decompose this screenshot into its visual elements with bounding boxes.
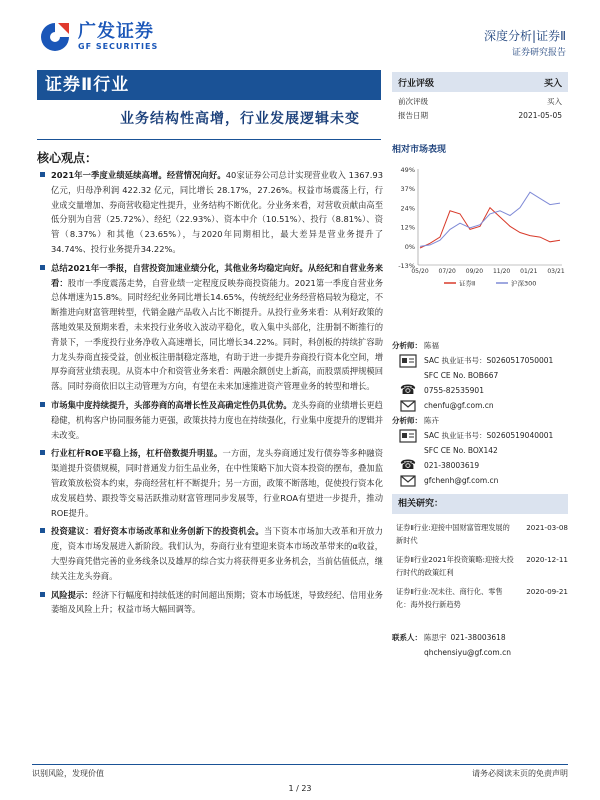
y-tick-label: 12% (400, 223, 415, 232)
analyst-block (392, 338, 568, 488)
analyst-email[interactable]: chenfu@gf.com.cn (424, 401, 494, 410)
analyst-1-email-row (392, 398, 568, 413)
related-title: 证券Ⅱ行业2021年投资策略:迎接大投行时代的政策红利 (396, 555, 514, 577)
market-title: 相对市场表现 (392, 145, 447, 155)
analyst-2-email-row (392, 473, 568, 488)
id-card-icon (399, 354, 417, 368)
bullet-bold: 风险提示： (51, 589, 93, 600)
bullet-item (37, 524, 383, 583)
series-line-2 (420, 192, 560, 246)
analyst-sac: SAC 执业证书号：S0260517050001 (424, 356, 554, 365)
x-tick-label: 03/21 (547, 268, 565, 275)
analyst-sac: SAC 执业证书号：S0260519040001 (424, 431, 554, 440)
analyst-name: 陈福 (424, 341, 439, 350)
x-tick-label: 09/20 (465, 268, 484, 275)
bullet-item (37, 261, 383, 394)
legend-label: 沪深300 (511, 279, 537, 288)
x-tick-label: 11/20 (492, 268, 511, 275)
x-tick-label: 07/20 (438, 268, 456, 275)
related-title: 证券Ⅱ行业:迎接中国财富管理发展的新时代 (396, 523, 510, 545)
gf-logo-icon (38, 20, 72, 54)
related-date: 2020-12-11 (526, 555, 568, 564)
bullet-bold: 行业杠杆ROE平稳上扬，杠杆倍数提升明显。 (51, 448, 223, 459)
bullet-bold: 2021年一季度业绩延续高增。经营情况向好。 (51, 170, 226, 180)
report-date-row (392, 109, 568, 123)
rating-head (392, 72, 568, 92)
rating-head-value: 买入 (543, 78, 562, 89)
analyst-2-sac-row (392, 428, 568, 443)
related-date: 2020-09-21 (526, 587, 568, 596)
bullet-text: 股市一季度震荡走势，自营业绩一定程度反映券商投资能力。2021第一季度自营业务总体增速为15.8%。同时经纪业务同比增长14.65%，传统经纪业务经营格局较为稳定，不断推进向财富管理转型，代销金融产品收入占比不断提升。从投行业务来看：从利好政策的落地效果及预期来看，未来投行业务收入波动平稳化，收入集中头部化，注册制不断推行的背景下，一季度投行业务净收入高速增长，同比增长34.22%。同时，科创板的持续扩容助力龙头券商直接受益，创业板注册制稳定落地，有助于进一步提升券商投行资本化空间，增厚券商营业绩表现。从资本中介和资管业务来看：两融余额创史上新高，而股票质押规模回落。同时券商依旧以主动管理为方向，有望在未来加速推进资产管理业务的转型和增长。 (51, 277, 383, 392)
contact-block (392, 630, 568, 660)
y-tick-label: 49% (400, 166, 415, 174)
industry-name: 证券Ⅱ行业 (45, 75, 130, 95)
related-item[interactable] (392, 518, 568, 550)
analyst-phone: 021-38003619 (424, 461, 480, 470)
contact-phone: 021-38003618 (450, 633, 506, 642)
related-item[interactable] (392, 582, 568, 614)
bullet-bold: 市场集中度持续提升，头部券商的高增长性及高确定性仍具优势。 (51, 399, 292, 410)
analyst-1-phone-row (392, 383, 568, 398)
analyst-2-name-row (392, 413, 568, 428)
analyst-sfc: SFC CE No. BOX142 (424, 446, 498, 455)
rating-box (392, 72, 568, 123)
footer-disclaimer: 请务必阅读末页的免责声明 (472, 769, 568, 778)
related-title: 证券Ⅱ行业:况未往、商行化、零售化：海外投行新趋势 (396, 587, 503, 609)
analyst-email[interactable]: gfchenh@gf.com.cn (424, 476, 499, 485)
report-sub: 证券研究报告 (511, 48, 566, 58)
legend-label: 证券Ⅱ (459, 279, 476, 288)
email-icon (400, 475, 416, 487)
analyst-1-sfc-row (392, 368, 568, 383)
analyst-sfc: SFC CE No. BOB667 (424, 371, 499, 380)
x-tick-label: 05/20 (411, 268, 429, 275)
id-card-icon (399, 429, 417, 443)
analyst-phone: 0755-82535901 (424, 386, 484, 395)
industry-banner (37, 70, 381, 100)
core-view-title: 核心观点： (37, 151, 98, 165)
contact-email-row (392, 645, 568, 660)
y-tick-label: -13% (398, 262, 415, 270)
bullet-item (37, 446, 383, 520)
logo-en-text: GF SECURITIES (78, 42, 159, 51)
phone-icon: ☎ (399, 383, 417, 398)
report-type: 深度分析|证券Ⅱ (484, 29, 566, 43)
analyst-name: 陈卉 (424, 416, 439, 425)
related-research (392, 494, 568, 614)
bullet-bold: 总结2021年一季报，自营投资加速业绩分化，其他业务均稳定向好。从经纪和自营业务来看： (51, 262, 383, 288)
rating-head-label: 行业评级 (398, 78, 435, 89)
footer-divider (32, 764, 568, 765)
y-tick-label: 24% (400, 204, 415, 213)
email-icon (400, 400, 416, 412)
analyst-2-sfc-row (392, 443, 568, 458)
bullet-text: 当下资本市场加大改革和开放力度，资本市场发展进入新阶段。我们认为，券商行业有望迎来资本市场改革带来的α收益，大型券商凭借完善的业务线条以及雄厚的综合实力将获得更多业务机会，当前估值低点，继续关注龙头券商。 (51, 526, 383, 581)
related-head: 相关研究： (392, 494, 568, 514)
contact-email[interactable]: qhchensiyu@gf.com.cn (424, 648, 511, 657)
contact-name-row (392, 630, 568, 645)
bullet-text: 经济下行幅度和持续低迷的时间超出预期；资本市场低迷，导致经纪、信用业务萎缩及风险上升；权益市场大幅回调等。 (51, 589, 383, 615)
logo-cn-text: 广发证券 (78, 21, 154, 42)
bullet-text: 一方面，龙头券商通过发行债券等多种融资渠道提升资债规模，同时普通发力衍生品业务，在中性策略下加大资本投资的摆布，叠加监管政策放松资本约束，券商经营杠杆不断提升；另一方面，政策不断落地，促使投行资本化成发展趋势、跟投等交易活跃推动财富管理同步发展等，行业ROA有望进一步提升，推动ROE提升。 (51, 448, 383, 518)
contact-label: 联系人： (392, 633, 422, 642)
bullet-bold: 投资建议：看好资本市场改革和业务创新下的投资机会。 (51, 526, 264, 537)
y-tick-label: 37% (400, 185, 415, 194)
title-divider (37, 139, 381, 140)
relative-performance-chart (392, 161, 568, 291)
analyst-label: 分析师： (392, 416, 422, 425)
contact-name: 陈思宇 (424, 633, 447, 642)
gf-logo (38, 20, 158, 54)
chart-svg (392, 161, 568, 291)
bullet-text: 龙头券商的业绩增长更趋稳健，机构客户协同服务能力更强，政策扶持力度也在持续强化，行业集中度提升的逻辑并未改变。 (51, 399, 383, 440)
related-item[interactable] (392, 550, 568, 582)
analyst-1-name-row (392, 338, 568, 353)
related-date: 2021-03-08 (526, 523, 568, 532)
x-tick-label: 01/21 (520, 268, 538, 275)
bullet-item (37, 588, 383, 618)
prev-rating-value: 买入 (547, 97, 562, 106)
prev-rating-row (392, 95, 568, 109)
footer-slogan: 识别风险，发现价值 (32, 769, 104, 778)
page-number: 1 / 23 (288, 784, 312, 793)
report-date-value: 2021-05-05 (518, 111, 562, 120)
report-title: 业务结构性高增，行业发展逻辑未变 (120, 111, 360, 127)
phone-icon: ☎ (399, 458, 417, 473)
analyst-label: 分析师： (392, 341, 422, 350)
report-date-label: 报告日期 (398, 111, 428, 120)
bullet-item (37, 168, 383, 257)
analyst-1-sac-row (392, 353, 568, 368)
market-section (392, 142, 568, 291)
analyst-2-phone-row (392, 458, 568, 473)
bullet-text: 40家证券公司总计实现营业收入 1367.93 亿元，归母净利润 422.32 亿元，同比增长 28.17%，27.26%。权益市场震荡上行，行业成交量增加、券商营收稳定性提升，业务结构不断优化。分业务来看，对营收贡献由高至低分别为自营（25.72%）、经纪（22.93%）、资本中介（10.51%）、投行（8.81%）、资管（8.37%）和其他（23.65%），与2020年同期相比，最大差异是营业务提升了34.74%、投行业务提升34.22%。 (51, 170, 383, 254)
bullet-item (37, 398, 383, 442)
y-tick-label: 0% (404, 242, 415, 251)
core-view-bullets (37, 168, 383, 621)
prev-rating-label: 前次评级 (398, 97, 428, 106)
